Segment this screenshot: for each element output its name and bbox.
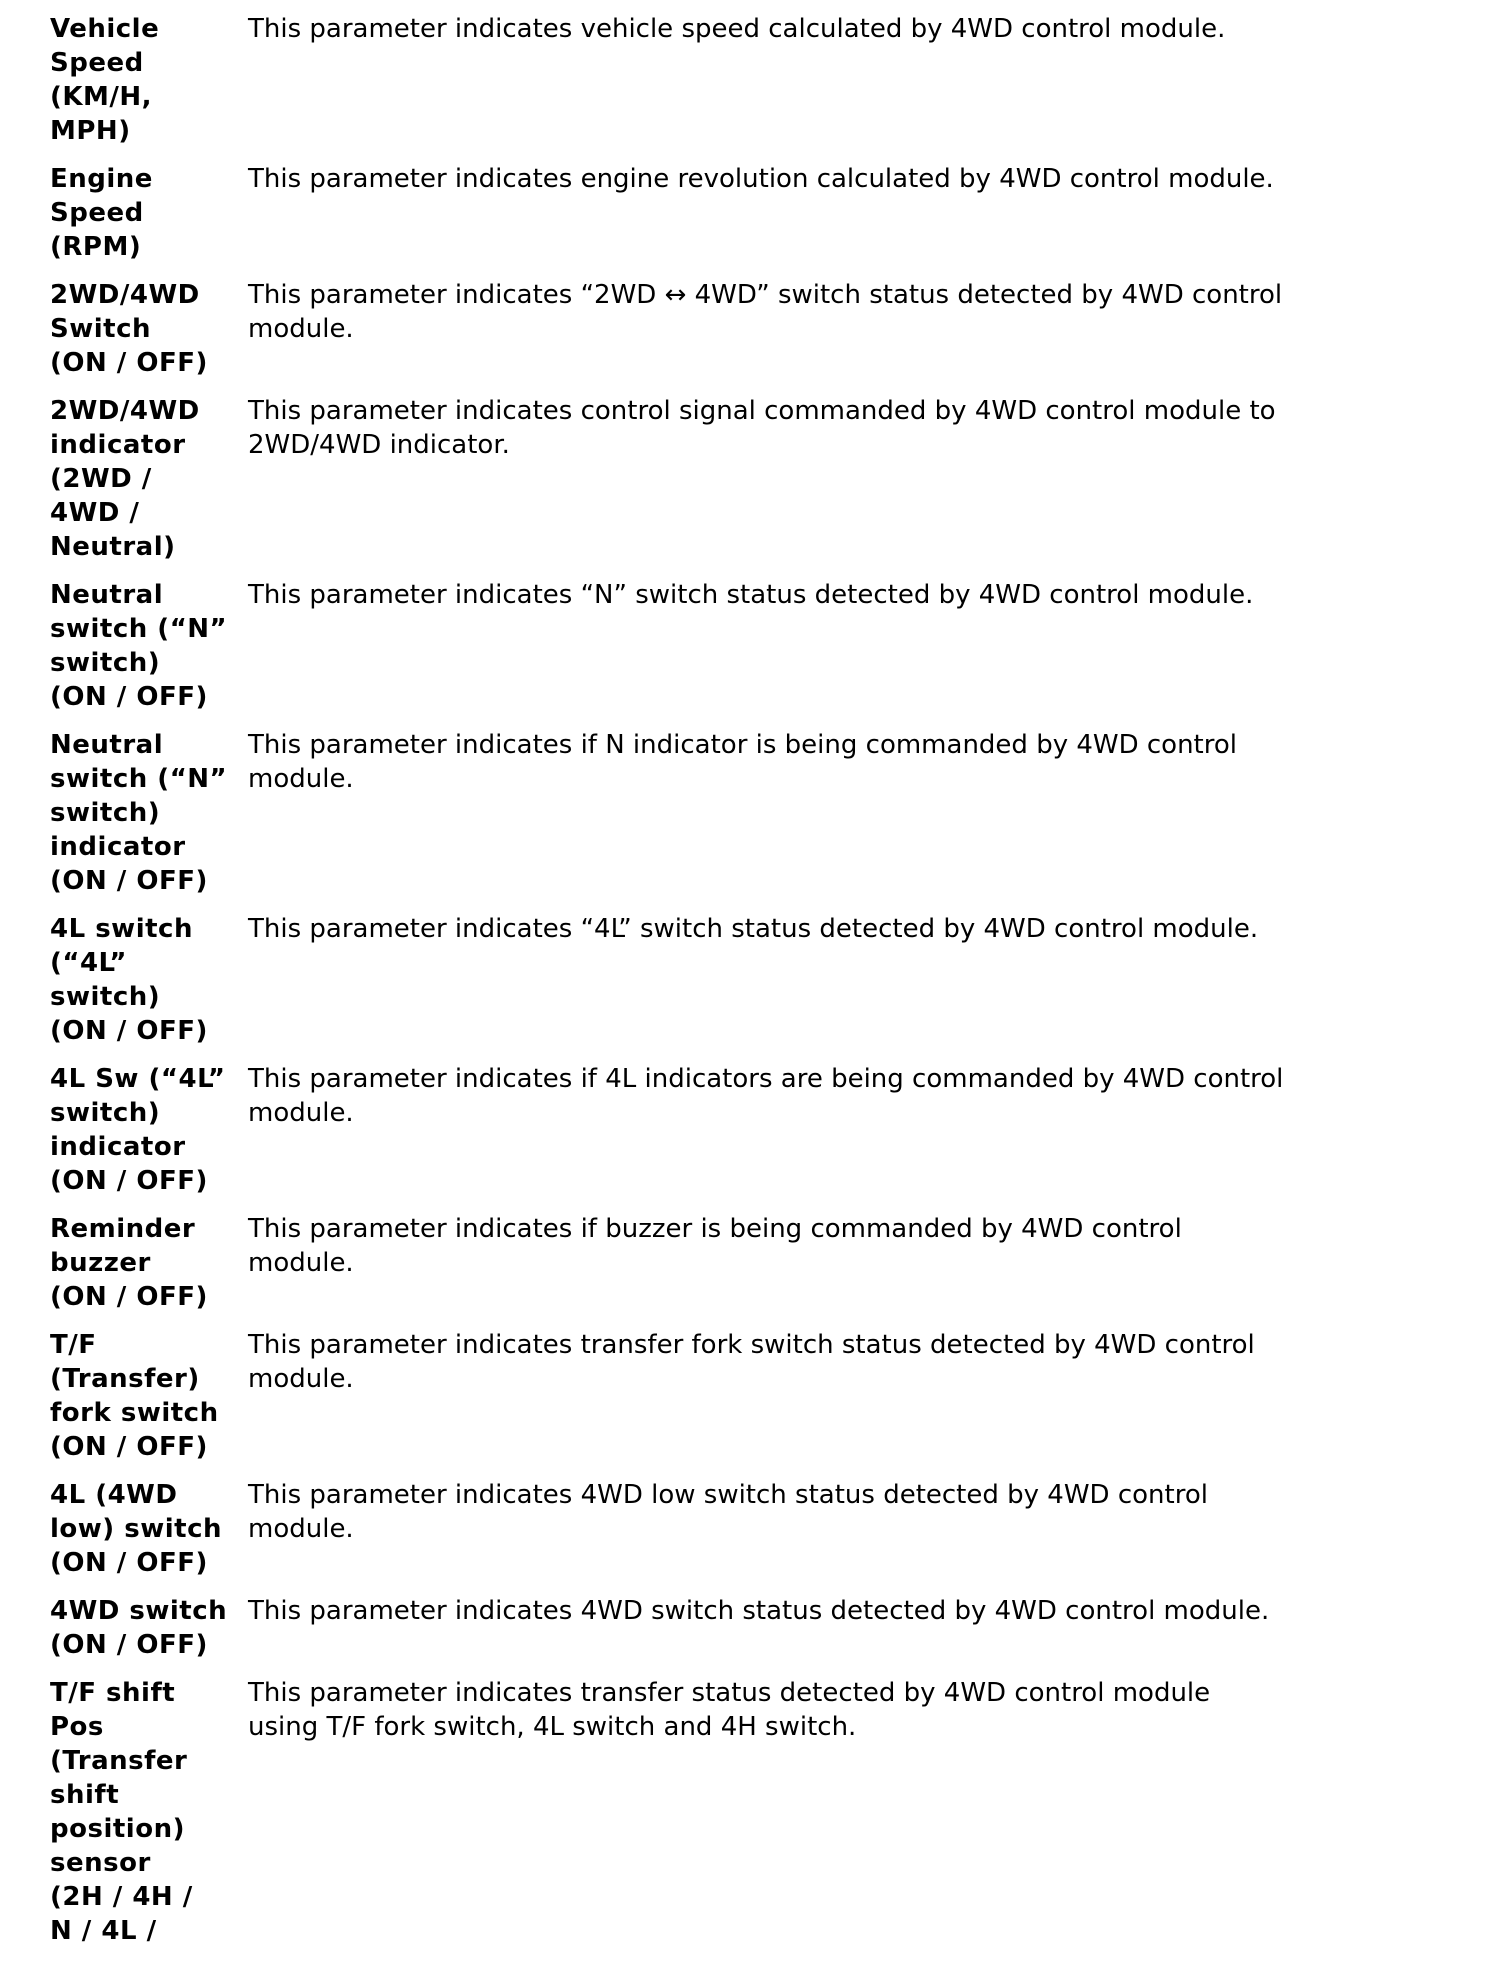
parameter-name-line: T/F shift: [50, 1678, 176, 1708]
parameter-row: [46, 1590, 1466, 1672]
parameter-name-line: indicator: [50, 430, 186, 460]
parameter-name-line: Speed: [50, 198, 144, 228]
parameter-description: [248, 8, 1466, 158]
parameter-row: [46, 8, 1466, 158]
parameter-name-line: (“4L”: [50, 948, 127, 978]
parameter-name-line: shift: [50, 1780, 120, 1810]
parameter-name: [46, 390, 248, 574]
parameter-name-line: Neutral: [50, 580, 164, 610]
parameter-table: [46, 8, 1466, 1958]
parameter-description: [248, 390, 1466, 574]
parameter-name-line: indicator: [50, 832, 186, 862]
parameter-description-line: module.: [248, 314, 354, 344]
parameter-name-line: buzzer: [50, 1248, 151, 1278]
parameter-name: [46, 574, 248, 724]
parameter-row: [46, 1058, 1466, 1208]
parameter-row: [46, 574, 1466, 724]
parameter-name-line: T/F: [50, 1330, 97, 1360]
parameter-row: [46, 274, 1466, 390]
parameter-name: [46, 158, 248, 274]
parameter-description-line: using T/F fork switch, 4L switch and 4H switch.: [248, 1712, 857, 1742]
parameter-name-line: low) switch: [50, 1514, 222, 1544]
parameter-description-line: module.: [248, 1248, 354, 1278]
parameter-name-line: (ON / OFF): [50, 1432, 208, 1462]
parameter-name-line: switch): [50, 648, 161, 678]
parameter-description-line: module.: [248, 764, 354, 794]
parameter-name-line: (2H / 4H /: [50, 1882, 193, 1912]
parameter-row: [46, 1474, 1466, 1590]
parameter-description: [248, 1058, 1466, 1208]
parameter-name-line: (RPM): [50, 232, 142, 262]
parameter-name: [46, 1058, 248, 1208]
parameter-name-line: (ON / OFF): [50, 1548, 208, 1578]
parameter-row: [46, 158, 1466, 274]
parameter-name-line: (ON / OFF): [50, 348, 208, 378]
parameter-description-line: This parameter indicates vehicle speed calculated by 4WD control module.: [248, 14, 1226, 44]
parameter-description-line: This parameter indicates “N” switch status detected by 4WD control module.: [248, 580, 1254, 610]
parameter-description-line: This parameter indicates 4WD switch status detected by 4WD control module.: [248, 1596, 1270, 1626]
parameter-description-line: 2WD/4WD indicator.: [248, 430, 510, 460]
parameter-name-line: 4L switch: [50, 914, 193, 944]
parameter-name-line: 4L Sw (“4L”: [50, 1064, 226, 1094]
parameter-description-line: module.: [248, 1364, 354, 1394]
parameter-name-line: 2WD/4WD: [50, 396, 200, 426]
parameter-description-line: This parameter indicates “2WD ↔ 4WD” switch status detected by 4WD control: [248, 280, 1283, 310]
parameter-description-line: This parameter indicates 4WD low switch status detected by 4WD control: [248, 1480, 1208, 1510]
parameter-description-line: This parameter indicates engine revolution calculated by 4WD control module.: [248, 164, 1274, 194]
parameter-name: [46, 1208, 248, 1324]
parameter-row: [46, 1324, 1466, 1474]
parameter-description: [248, 1474, 1466, 1590]
parameter-name-line: Switch: [50, 314, 152, 344]
parameter-description: [248, 1590, 1466, 1672]
parameter-name-line: 4WD /: [50, 498, 140, 528]
parameter-name-line: Neutral: [50, 730, 164, 760]
parameter-name-line: Neutral): [50, 532, 176, 562]
parameter-name-line: (ON / OFF): [50, 1016, 208, 1046]
parameter-description: [248, 908, 1466, 1058]
parameter-name-line: 4L (4WD: [50, 1480, 178, 1510]
parameter-name-line: switch (“N”: [50, 764, 228, 794]
parameter-row: [46, 724, 1466, 908]
parameter-row: [46, 1672, 1466, 1958]
parameter-name-line: (Transfer: [50, 1746, 188, 1776]
parameter-row: [46, 1208, 1466, 1324]
parameter-description: [248, 724, 1466, 908]
parameter-description: [248, 274, 1466, 390]
parameter-name-line: 2WD/4WD: [50, 280, 200, 310]
parameter-name-line: Engine: [50, 164, 153, 194]
parameter-description-line: This parameter indicates if 4L indicators are being commanded by 4WD control: [248, 1064, 1284, 1094]
parameter-name-line: Speed: [50, 48, 144, 78]
parameter-row: [46, 390, 1466, 574]
parameter-name-line: 4WD switch: [50, 1596, 228, 1626]
parameter-name-line: (KM/H,: [50, 82, 153, 112]
parameter-name: [46, 1590, 248, 1672]
parameter-name-line: N / 4L /: [50, 1916, 157, 1946]
parameter-name-line: Pos: [50, 1712, 104, 1742]
parameter-name-line: switch (“N”: [50, 614, 228, 644]
parameter-description: [248, 158, 1466, 274]
parameter-name-line: (ON / OFF): [50, 682, 208, 712]
parameter-name: [46, 724, 248, 908]
parameter-description-line: This parameter indicates transfer fork switch status detected by 4WD control: [248, 1330, 1255, 1360]
parameter-name-line: sensor: [50, 1848, 151, 1878]
parameter-description: [248, 1324, 1466, 1474]
parameter-name: [46, 1672, 248, 1958]
parameter-row: [46, 908, 1466, 1058]
parameter-name: [46, 1324, 248, 1474]
parameter-name-line: switch): [50, 982, 161, 1012]
parameter-name-line: Reminder: [50, 1214, 196, 1244]
parameter-description-line: This parameter indicates if buzzer is being commanded by 4WD control: [248, 1214, 1182, 1244]
parameter-name-line: fork switch: [50, 1398, 219, 1428]
parameter-description-line: This parameter indicates control signal commanded by 4WD control module to: [248, 396, 1276, 426]
parameter-name-line: Vehicle: [50, 14, 160, 44]
parameter-name: [46, 1474, 248, 1590]
parameter-name-line: (ON / OFF): [50, 1630, 208, 1660]
parameter-name-line: switch): [50, 1098, 161, 1128]
parameter-name: [46, 908, 248, 1058]
parameter-name-line: position): [50, 1814, 185, 1844]
parameter-description-line: module.: [248, 1098, 354, 1128]
parameter-name: [46, 274, 248, 390]
parameter-description: [248, 1672, 1466, 1958]
parameter-description-line: module.: [248, 1514, 354, 1544]
parameter-name-line: switch): [50, 798, 161, 828]
parameter-description: [248, 574, 1466, 724]
parameter-name-line: indicator: [50, 1132, 186, 1162]
parameter-name-line: (ON / OFF): [50, 866, 208, 896]
parameter-table-body: [46, 8, 1466, 1958]
parameter-name-line: (2WD /: [50, 464, 152, 494]
parameter-name-line: (ON / OFF): [50, 1166, 208, 1196]
parameter-description-line: This parameter indicates if N indicator is being commanded by 4WD control: [248, 730, 1238, 760]
parameter-name-line: (ON / OFF): [50, 1282, 208, 1312]
parameter-description: [248, 1208, 1466, 1324]
parameter-description-line: This parameter indicates “4L” switch status detected by 4WD control module.: [248, 914, 1259, 944]
parameter-description-line: This parameter indicates transfer status detected by 4WD control module: [248, 1678, 1211, 1708]
parameter-name-line: MPH): [50, 116, 131, 146]
parameter-name-line: (Transfer): [50, 1364, 200, 1394]
parameter-name: [46, 8, 248, 158]
